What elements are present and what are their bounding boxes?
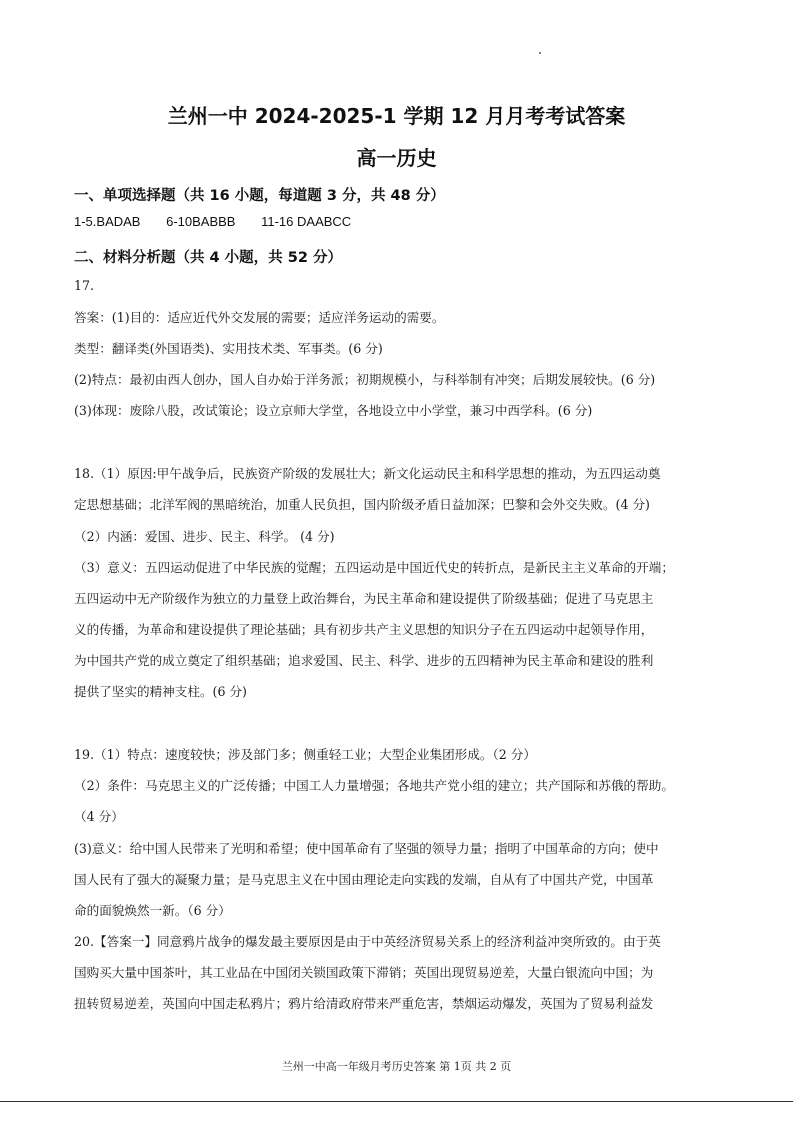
text-line: (3)体现：废除八股，改试策论；设立京师大学堂，各地设立中小学堂，兼习中西学科。(6 分) (74, 403, 593, 418)
scan-dot (539, 52, 541, 54)
bottom-rule (0, 1101, 793, 1102)
text-line: (2)特点：最初由西人创办，国人自办始于洋务派；初期规模小，与科举制有冲突；后期发展较快。(6 分) (74, 372, 656, 387)
text-line: 为中国共产党的成立奠定了组织基础；追求爱国、民主、科学、进步的五四精神为民主革命和建设的胜利 (74, 653, 654, 668)
text-line: 答案：(1)目的：适应近代外交发展的需要；适应洋务运动的需要。 (74, 310, 445, 325)
text-line: 提供了坚实的精神支柱。(6 分) (74, 684, 247, 699)
text-line: （2）内涵：爱国、进步、民主、科学。 (4 分) (74, 529, 335, 544)
text-line: 定思想基础；北洋军阀的黑暗统治，加重人民负担，国内阶级矛盾日益加深；巴黎和会外交失败。(4 分) (74, 497, 650, 512)
text-line: 义的传播，为革命和建设提供了理论基础；具有初步共产主义思想的知识分子在五四运动中起领导作用， (74, 622, 654, 637)
text-line: 国购买大量中国茶叶，其工业品在中国闭关锁国政策下滞销；英国出现贸易逆差，大量白银流向中国；为 (74, 965, 654, 980)
answer-group-3: 11-16 DAABCC (261, 214, 352, 229)
text-line: 18.（1）原因:甲午战争后，民族资产阶级的发展壮大；新文化运动民主和科学思想的推动，为五四运动奠 (74, 466, 661, 481)
text-line: （4 分） (74, 809, 124, 824)
answer-group-1: 1-5.BADAB (74, 214, 141, 229)
text-line: 国人民有了强大的凝聚力量；是马克思主义在中国由理论走向实践的发端，自从有了中国共产党，中国革 (74, 872, 654, 887)
choice-answers (74, 214, 373, 229)
page-footer: 兰州一中高一年级月考历史答案 第 1页 共 2 页 (281, 1060, 512, 1073)
text-line: 命的面貌焕然一新。（6 分） (74, 903, 231, 918)
text-line: 17. (74, 278, 95, 293)
text-line: （2）条件：马克思主义的广泛传播；中国工人力量增强；各地共产党小组的建立；共产国际和苏俄的帮助。 (74, 778, 674, 793)
text-line: （3）意义：五四运动促进了中华民族的觉醒；五四运动是中国近代史的转折点，是新民主主义革命的开端； (74, 560, 674, 575)
text-line: 19.（1）特点：速度较快；涉及部门多；侧重轻工业；大型企业集团形成。（2 分） (74, 747, 536, 762)
section-2-heading: 二、材料分析题（共 4 小题，共 52 分） (74, 250, 342, 266)
text-line: (3)意义：给中国人民带来了光明和希望；使中国革命有了坚强的领导力量；指明了中国革命的方向；使中 (74, 841, 659, 856)
page-subtitle: 高一历史 (356, 146, 437, 170)
page-title: 兰州一中 2024-2025-1 学期 12 月月考考试答案 (167, 104, 626, 128)
text-line: 扭转贸易逆差，英国向中国走私鸦片；鸦片给清政府带来严重危害，禁烟运动爆发，英国为了贸易利益发 (74, 996, 654, 1011)
answer-group-2: 6-10BABBB (166, 214, 236, 229)
text-line: 类型：翻译类(外国语类)、实用技术类、军事类。(6 分) (74, 341, 383, 356)
section-1-heading: 一、单项选择题（共 16 小题，每道题 3 分，共 48 分） (74, 188, 445, 204)
text-line: 20.【答案一】同意鸦片战争的爆发最主要原因是由于中英经济贸易关系上的经济利益冲突所致的。由于英 (74, 934, 661, 949)
text-line: 五四运动中无产阶级作为独立的力量登上政治舞台，为民主革命和建设提供了阶级基础；促进了马克思主 (74, 591, 654, 606)
